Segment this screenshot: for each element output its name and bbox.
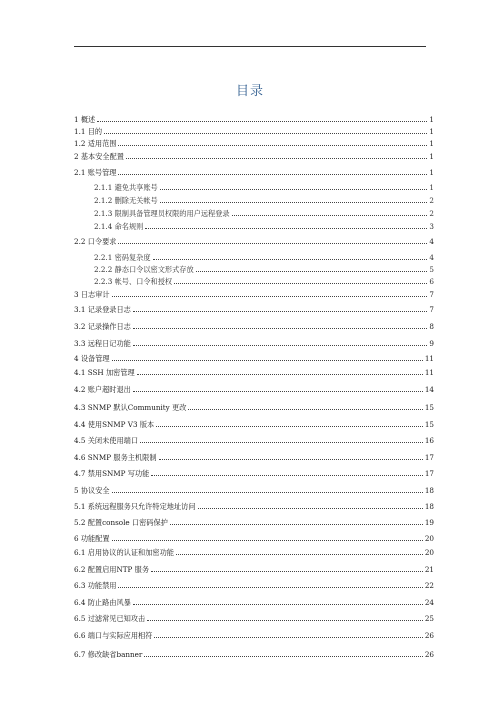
dot-leader: [176, 554, 423, 555]
toc-entry-page: 24: [424, 598, 434, 607]
dot-leader: [144, 656, 423, 657]
toc-entry[interactable]: [74, 579, 434, 590]
toc-entry[interactable]: [74, 166, 434, 177]
toc-entry-label: 3 日志审计: [74, 290, 110, 299]
dot-leader: [112, 492, 423, 493]
toc-entry-label: 6.5 过滤常见已知攻击: [74, 614, 146, 623]
toc-entry-label: 1 概述: [74, 115, 96, 124]
toc-entry[interactable]: [74, 434, 434, 445]
toc-entry[interactable]: [94, 263, 434, 274]
toc-entry[interactable]: [94, 194, 434, 205]
toc-entry-label: 4.3 SNMP 默认Community 更改: [74, 403, 187, 412]
toc-entry-label: 3.2 记录操作日志: [74, 322, 131, 331]
dot-leader: [159, 459, 423, 460]
toc-entry-page: 11: [424, 368, 434, 377]
dot-leader: [133, 328, 428, 329]
toc-entry[interactable]: [74, 648, 434, 659]
toc-entry[interactable]: [74, 113, 434, 124]
toc-entry[interactable]: [74, 500, 434, 511]
toc-entry-page: 7: [429, 305, 434, 314]
dot-leader: [118, 174, 427, 175]
toc-entry-page: 26: [424, 650, 434, 659]
dot-leader: [133, 604, 423, 605]
toc-entry[interactable]: [94, 275, 434, 286]
toc-entry-page: 9: [429, 339, 434, 348]
toc-entry[interactable]: [74, 467, 434, 478]
toc-entry-label: 2.2.2 静态口令以密文形式存放: [94, 265, 194, 274]
toc-entry[interactable]: [74, 383, 434, 394]
toc-entry-page: 1: [429, 139, 434, 148]
dot-leader: [133, 391, 423, 392]
dot-leader: [137, 374, 423, 375]
dot-leader: [196, 271, 428, 272]
toc-entry[interactable]: [74, 352, 434, 363]
toc-entry[interactable]: [74, 612, 434, 623]
toc-entry-page: 4: [429, 253, 434, 262]
toc-entry-label: 2.2.1 密码复杂度: [94, 253, 151, 262]
toc-entry-label: 6.4 防止路由风暴: [74, 598, 131, 607]
toc-entry-label: 5 协议安全: [74, 486, 110, 495]
toc-entry-page: 17: [424, 469, 434, 478]
toc-entry-label: 4.5 关闭未使用端口: [74, 436, 139, 445]
toc-entry-page: 26: [424, 631, 434, 640]
toc-entry[interactable]: [74, 235, 434, 246]
toc-entry-label: 1.2 适用范围: [74, 139, 117, 148]
toc-entry[interactable]: [94, 181, 434, 192]
toc-entry[interactable]: [74, 401, 434, 412]
dot-leader: [140, 442, 423, 443]
toc-entry[interactable]: [74, 546, 434, 557]
toc-entry[interactable]: [74, 484, 434, 495]
toc-entry-label: 5.1 系统远程服务只允许特定地址访问: [74, 502, 196, 511]
toc-entry[interactable]: [74, 288, 434, 299]
toc-entry-label: 4 设备管理: [74, 354, 110, 363]
toc-entry-label: 2.1.3 限制具备管理员权限的用户远程登录: [94, 209, 230, 218]
dot-leader: [174, 283, 427, 284]
toc-entry-label: 2.1.4 命名规则: [94, 222, 144, 231]
toc-entry-label: 2.2.3 帐号、口令和授权: [94, 277, 173, 286]
toc-entry-page: 4: [429, 237, 434, 246]
toc-entry-page: 18: [424, 486, 434, 495]
toc-entry-label: 2.1 账号管理: [74, 168, 117, 177]
dot-leader: [151, 571, 423, 572]
dot-leader: [153, 259, 428, 260]
toc-entry-page: 3: [429, 222, 434, 231]
toc-entry-label: 6.3 功能禁用: [74, 581, 117, 590]
toc-entry[interactable]: [74, 150, 434, 161]
toc-entry-page: 21: [424, 565, 434, 574]
dot-leader: [118, 587, 422, 588]
toc-entry-page: 7: [429, 290, 434, 299]
toc-entry-label: 4.4 使用SNMP V3 版本: [74, 420, 155, 429]
toc-entry-label: 6.2 配置启用NTP 服务: [74, 565, 150, 574]
toc-entry-page: 8: [429, 322, 434, 331]
toc-entry-page: 1: [429, 168, 434, 177]
toc-entry-page: 1: [429, 152, 434, 161]
dot-leader: [232, 215, 428, 216]
toc-entry-label: 2.1.1 避免共享账号: [94, 183, 158, 192]
dot-leader: [160, 202, 428, 203]
dot-leader: [170, 524, 423, 525]
toc-entry[interactable]: [74, 596, 434, 607]
toc-entry[interactable]: [74, 532, 434, 543]
toc-entry-label: 6.7 修改缺省banner: [74, 650, 143, 659]
toc-entry-label: 2.1.2 删除无关帐号: [94, 196, 158, 205]
toc-entry-page: 16: [424, 436, 434, 445]
toc-entry[interactable]: [74, 451, 434, 462]
dot-leader: [160, 189, 428, 190]
toc-entry-page: 15: [424, 420, 434, 429]
toc-entry-label: 6.6 端口与实际应用相符: [74, 631, 153, 640]
toc-entry[interactable]: [94, 207, 434, 218]
toc-entry-page: 15: [424, 403, 434, 412]
toc-entry[interactable]: [74, 137, 434, 148]
toc-title: 目录: [235, 84, 264, 99]
toc-entry-label: 2.2 口令要求: [74, 237, 117, 246]
toc-entry-label: 6 功能配置: [74, 534, 110, 543]
toc-entry-page: 1: [429, 115, 434, 124]
dot-leader: [147, 620, 423, 621]
dot-leader: [112, 296, 428, 297]
toc-entry-page: 18: [424, 502, 434, 511]
toc-entry-label: 6.1 启用协议的认证和加密功能: [74, 548, 174, 557]
toc-entry-label: 3.3 远程日记功能: [74, 339, 131, 348]
dot-leader: [198, 508, 423, 509]
dot-leader: [118, 243, 427, 244]
toc-entry-label: 4.7 禁用SNMP 写功能: [74, 469, 150, 478]
toc-entry[interactable]: [74, 320, 434, 331]
dot-leader: [154, 637, 422, 638]
toc-entry-page: 5: [429, 265, 434, 274]
toc-entry-page: 19: [424, 518, 434, 527]
dot-leader: [156, 426, 423, 427]
toc-entry[interactable]: [74, 366, 434, 377]
toc-entry-page: 25: [424, 614, 434, 623]
toc-entry-page: 20: [424, 534, 434, 543]
dot-leader: [118, 145, 427, 146]
toc-entry-page: 11: [424, 354, 434, 363]
toc-entry-page: 1: [429, 183, 434, 192]
dot-leader: [126, 158, 427, 159]
toc-entry-label: 2 基本安全配置: [74, 152, 124, 161]
toc-entry-page: 14: [424, 385, 434, 394]
toc-entry-page: 1: [429, 127, 434, 136]
toc-entry[interactable]: [74, 563, 434, 574]
dot-leader: [104, 133, 427, 134]
toc-entry-page: 2: [429, 196, 434, 205]
toc-entry-label: 3.1 记录登录日志: [74, 305, 131, 314]
toc-entry[interactable]: [74, 516, 434, 527]
dot-leader: [145, 228, 427, 229]
toc-entry[interactable]: [74, 337, 434, 348]
dot-leader: [133, 311, 428, 312]
dot-leader: [151, 475, 422, 476]
toc-entry[interactable]: [94, 251, 434, 262]
toc-entry-page: 17: [424, 453, 434, 462]
toc-entry-label: 4.6 SNMP 服务主机限制: [74, 453, 157, 462]
toc-entry-label: 5.2 配置console 口密码保护: [74, 518, 168, 527]
toc-entry[interactable]: [74, 125, 434, 136]
toc-entry-page: 2: [429, 209, 434, 218]
toc-entry[interactable]: [74, 629, 434, 640]
dot-leader: [112, 540, 423, 541]
toc-entry[interactable]: [74, 418, 434, 429]
dot-leader: [97, 121, 427, 122]
dot-leader: [133, 345, 428, 346]
toc-entry-label: 4.2 账户超时退出: [74, 385, 131, 394]
dot-leader: [112, 360, 423, 361]
toc-entry-page: 22: [424, 581, 434, 590]
toc-entry-page: 6: [429, 277, 434, 286]
toc-entry[interactable]: [74, 303, 434, 314]
toc-entry-label: 1.1 目的: [74, 127, 103, 136]
toc-entry[interactable]: [94, 220, 434, 231]
dot-leader: [188, 409, 422, 410]
toc-entry-label: 4.1 SSH 加密管理: [74, 368, 135, 377]
toc-entry-page: 20: [424, 548, 434, 557]
